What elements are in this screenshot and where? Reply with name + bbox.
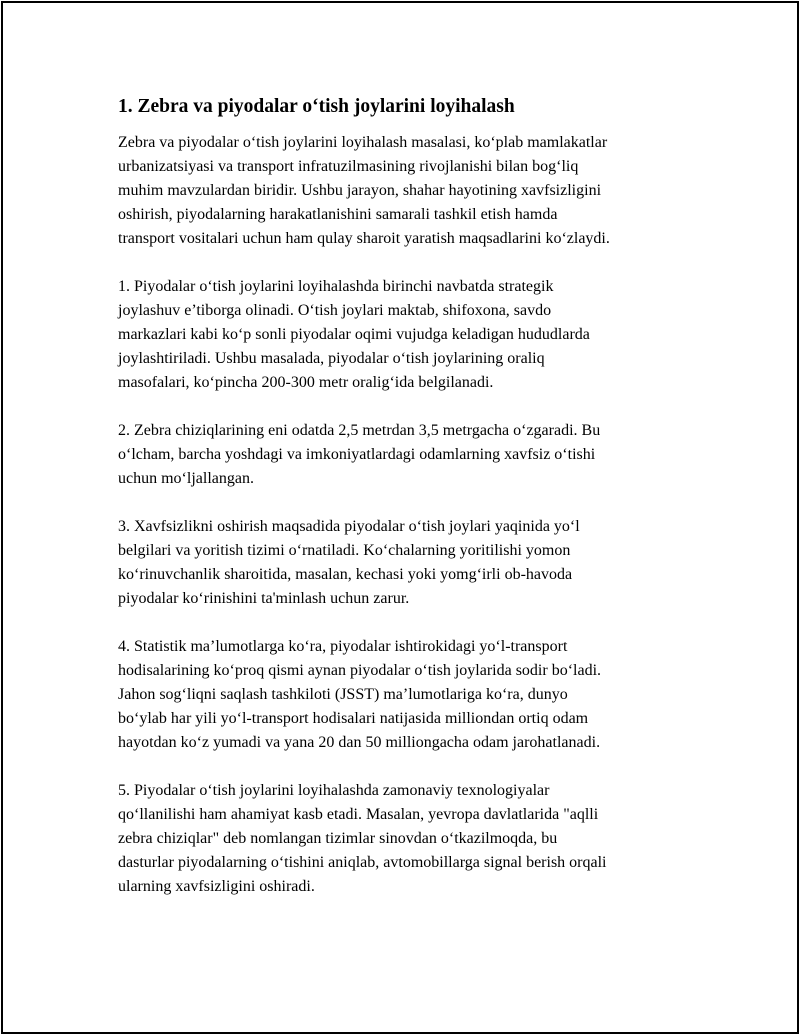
paragraph-point-1 xyxy=(118,275,698,395)
paragraph-line: urbanizatsiyasi va transport infratuzilmasining rivojlanishi bilan bog‘liq xyxy=(118,158,579,175)
paragraph-line: joylashuv e’tiborga olinadi. O‘tish joylari maktab, shifoxona, savdo xyxy=(118,302,552,319)
paragraph-intro xyxy=(118,131,698,251)
paragraph-line: transport vositalari uchun ham qulay sharoit yaratish maqsadlarini ko‘zlaydi. xyxy=(118,230,610,247)
paragraph-line: zebra chiziqlar" deb nomlangan tizimlar sinovdan o‘tkazilmoqda, bu xyxy=(118,830,558,847)
paragraph-line: markazlari kabi ko‘p sonli piyodalar oqimi vujudga keladigan hududlarda xyxy=(118,326,590,343)
document-body xyxy=(118,94,698,923)
paragraph-point-4 xyxy=(118,635,698,755)
paragraph-point-2 xyxy=(118,419,698,491)
paragraph-line: muhim mavzulardan biridir. Ushbu jarayon, shahar hayotining xavfsizligini xyxy=(118,182,602,199)
document-title: 1. Zebra va piyodalar o‘tish joylarini loyihalash xyxy=(118,96,515,117)
paragraph-line: 4. Statistik ma’lumotlarga ko‘ra, piyodalar ishtirokidagi yo‘l-transport xyxy=(118,638,568,655)
paragraph-line: Zebra va piyodalar o‘tish joylarini loyihalash masalasi, ko‘plab mamlakatlar xyxy=(118,134,608,151)
paragraph-line: joylashtiriladi. Ushbu masalada, piyodalar o‘tish joylarining oraliq xyxy=(118,350,545,367)
paragraph-line: oshirish, piyodalarning harakatlanishini samarali tashkil etish hamda xyxy=(118,206,558,223)
paragraph-line: qo‘llanilishi ham ahamiyat kasb etadi. Masalan, yevropa davlatlarida "aqlli xyxy=(118,806,599,823)
paragraph-line: hayotdan ko‘z yumadi va yana 20 dan 50 milliongacha odam jarohatlanadi. xyxy=(118,734,601,751)
paragraph-line: 2. Zebra chiziqlarining eni odatda 2,5 metrdan 3,5 metrgacha o‘zgaradi. Bu xyxy=(118,422,601,439)
paragraph-line: ularning xavfsizligini oshiradi. xyxy=(118,878,315,895)
paragraph-line: masofalari, ko‘pincha 200-300 metr oralig‘ida belgilanadi. xyxy=(118,374,494,391)
paragraph-line: uchun mo‘ljallangan. xyxy=(118,470,254,487)
paragraph-line: o‘lcham, barcha yoshdagi va imkoniyatlardagi odamlarning xavfsiz o‘tishi xyxy=(118,446,596,463)
paragraph-line: bo‘ylab har yili yo‘l-transport hodisalari natijasida milliondan ortiq odam xyxy=(118,710,589,727)
paragraph-line: 3. Xavfsizlikni oshirish maqsadida piyodalar o‘tish joylari yaqinida yo‘l xyxy=(118,518,580,535)
paragraph-line: belgilari va yoritish tizimi o‘rnatiladi. Ko‘chalarning yoritilishi yomon xyxy=(118,542,571,559)
paragraph-line: piyodalar ko‘rinishini ta'minlash uchun zarur. xyxy=(118,590,410,607)
paragraph-line: dasturlar piyodalarning o‘tishini aniqlab, avtomobillarga signal berish orqali xyxy=(118,854,607,871)
paragraph-point-5 xyxy=(118,779,698,899)
paragraph-line: ko‘rinuvchanlik sharoitida, masalan, kechasi yoki yomg‘irli ob-havoda xyxy=(118,566,573,583)
paragraph-point-3 xyxy=(118,515,698,611)
paragraph-line: 5. Piyodalar o‘tish joylarini loyihalashda zamonaviy texnologiyalar xyxy=(118,782,550,799)
paragraph-line: 1. Piyodalar o‘tish joylarini loyihalashda birinchi navbatda strategik xyxy=(118,278,554,295)
paragraph-line: Jahon sog‘liqni saqlash tashkiloti (JSST) ma’lumotlariga ko‘ra, dunyo xyxy=(118,686,568,703)
paragraph-line: hodisalarining ko‘proq qismi aynan piyodalar o‘tish joylarida sodir bo‘ladi. xyxy=(118,662,602,679)
